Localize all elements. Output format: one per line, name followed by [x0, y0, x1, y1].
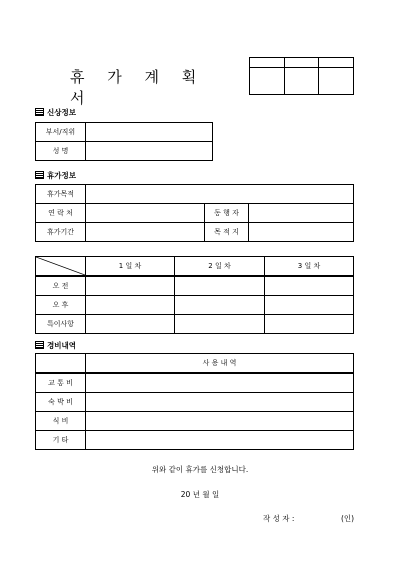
- approval-box: [249, 57, 354, 95]
- companion-field[interactable]: [249, 204, 354, 223]
- name-field[interactable]: [86, 142, 213, 161]
- lodging-label: 숙 박 비: [36, 393, 86, 412]
- approval-sign-cell[interactable]: [319, 68, 354, 95]
- other-field[interactable]: [86, 431, 354, 450]
- diagonal-line: [36, 257, 85, 275]
- approval-sign-cell[interactable]: [250, 68, 285, 95]
- approval-sign-cell[interactable]: [284, 68, 319, 95]
- date-line: 20 년 월 일: [180, 490, 220, 499]
- period-label: 휴가기간: [36, 223, 86, 242]
- day-1-header: 1 일 차: [86, 257, 175, 277]
- morning-label: 오 전: [36, 276, 86, 296]
- day-1-morning-field[interactable]: [86, 276, 175, 296]
- schedule-corner-cell: [36, 257, 86, 277]
- afternoon-label: 오 후: [36, 296, 86, 315]
- name-label: 성 명: [36, 142, 86, 161]
- section-personal-label: 신상정보: [47, 108, 76, 117]
- personal-table: [35, 122, 213, 161]
- expense-header: 사 용 내 역: [86, 354, 354, 374]
- section-bullet-icon: [35, 108, 44, 116]
- period-field[interactable]: [86, 223, 205, 242]
- approval-header-cell: [319, 58, 354, 68]
- expense-corner-cell: [36, 354, 86, 374]
- application-statement: 위와 같이 휴가를 신청합니다.: [151, 465, 249, 474]
- dept-field[interactable]: [86, 123, 213, 142]
- meal-field[interactable]: [86, 412, 354, 431]
- section-bullet-icon: [35, 171, 44, 179]
- destination-field[interactable]: [249, 223, 354, 242]
- dept-label: 부서/직위: [36, 123, 86, 142]
- day-2-morning-field[interactable]: [175, 276, 265, 296]
- other-label: 기 타: [36, 431, 86, 450]
- schedule-table: [35, 256, 354, 334]
- meal-label: 식 비: [36, 412, 86, 431]
- lodging-field[interactable]: [86, 393, 354, 412]
- destination-label: 목 적 지: [205, 223, 249, 242]
- contact-field[interactable]: [86, 204, 205, 223]
- day-3-header: 3 일 차: [265, 257, 354, 277]
- section-vacation: [35, 170, 76, 181]
- section-expense-label: 경비내역: [47, 341, 76, 350]
- day-1-remarks-field[interactable]: [86, 315, 175, 334]
- transport-field[interactable]: [86, 373, 354, 393]
- approval-header-cell: [250, 58, 285, 68]
- remarks-label: 특이사항: [36, 315, 86, 334]
- document-title: 휴 가 계 획 서: [70, 68, 206, 107]
- seal-mark: (인): [341, 514, 355, 523]
- contact-label: 연 락 처: [36, 204, 86, 223]
- transport-label: 교 통 비: [36, 373, 86, 393]
- purpose-label: 휴가목적: [36, 185, 86, 204]
- day-2-header: 2 일 차: [175, 257, 265, 277]
- day-3-remarks-field[interactable]: [265, 315, 354, 334]
- purpose-field[interactable]: [86, 185, 354, 204]
- section-vacation-label: 휴가정보: [47, 171, 76, 180]
- companion-label: 동 행 자: [205, 204, 249, 223]
- vacation-table: [35, 184, 354, 242]
- section-expense: [35, 340, 76, 351]
- day-3-afternoon-field[interactable]: [265, 296, 354, 315]
- approval-header-cell: [284, 58, 319, 68]
- section-personal: [35, 107, 76, 118]
- author-label: 작 성 자 :: [263, 514, 295, 523]
- day-3-morning-field[interactable]: [265, 276, 354, 296]
- day-2-remarks-field[interactable]: [175, 315, 265, 334]
- day-1-afternoon-field[interactable]: [86, 296, 175, 315]
- section-bullet-icon: [35, 341, 44, 349]
- expense-table: [35, 353, 354, 450]
- day-2-afternoon-field[interactable]: [175, 296, 265, 315]
